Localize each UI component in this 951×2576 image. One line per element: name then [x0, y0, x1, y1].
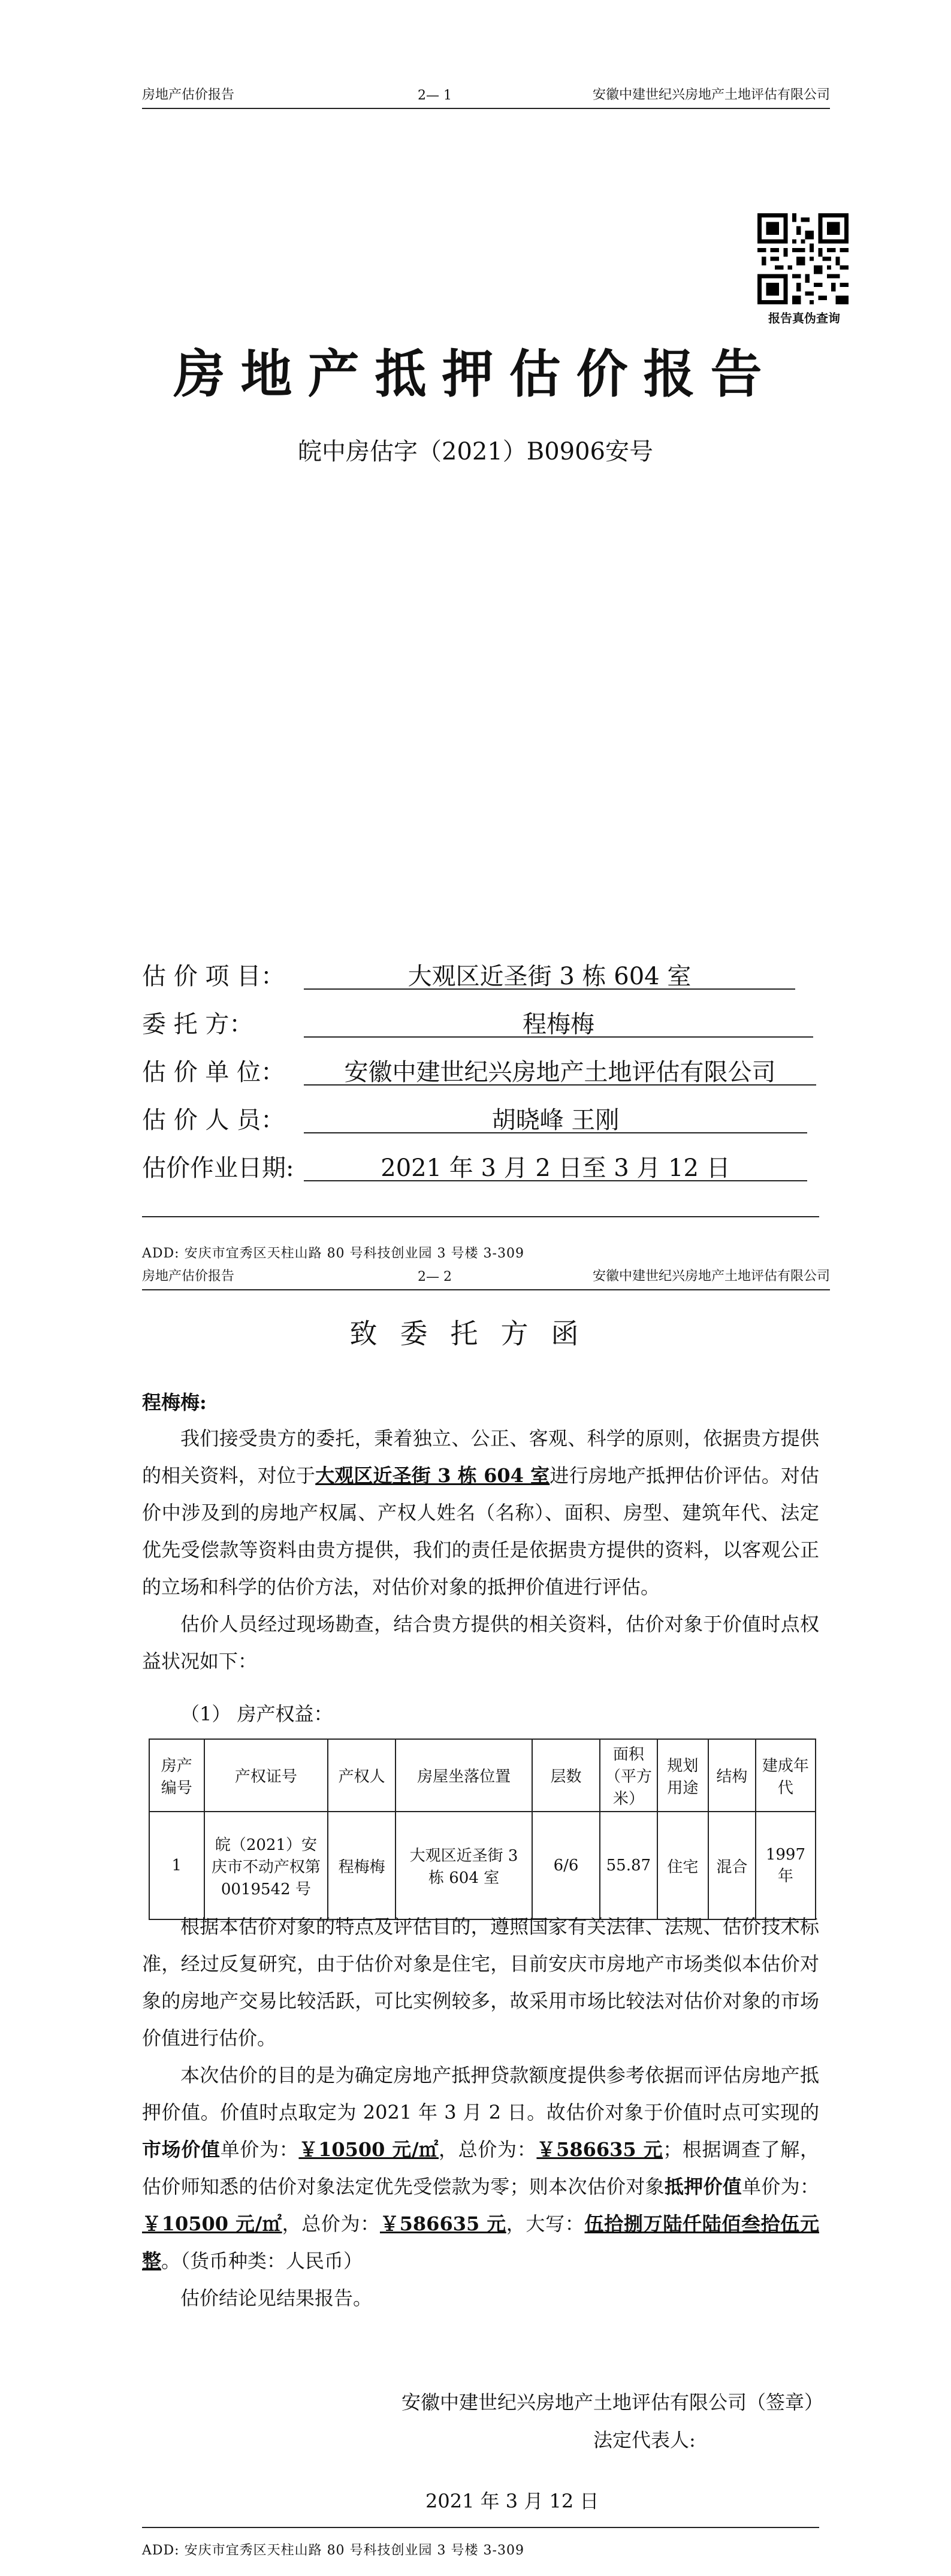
- paragraph-3: 根据本估价对象的特点及评估目的，遵照国家有关法律、法规、估价技术标准，经过反复研究，由于估价对象是住宅，目前安庆市房地产市场类似本估价对象的房地产交易比较活跃，可比实例较多，故采用市场比较法对估价对象的市场价值进行估价。: [142, 1915, 819, 2049]
- col-header: 建成年代: [756, 1739, 816, 1812]
- header-company: 安徽中建世纪兴房地产土地评估有限公司: [592, 87, 830, 102]
- field-appraisers-value: 胡晓峰 王刚: [304, 1101, 807, 1133]
- paragraph-4-text: ，大写：: [506, 2212, 585, 2235]
- header-company: 安徽中建世纪兴房地产土地评估有限公司: [592, 1269, 830, 1284]
- field-project-value: 大观区近圣街 3 栋 604 室: [304, 957, 795, 990]
- paragraph-4-text: ，总价为：: [282, 2212, 380, 2235]
- paragraph-4-text: 本次估价的目的是为确定房地产抵押贷款额度提供参考依据而评估房地产抵押价值。价值时点取定为 2021 年 3 月 2 日。故估价对象于价值时点可实现的: [142, 2064, 819, 2124]
- table-cell: 大观区近圣街 3 栋 604 室: [396, 1812, 532, 1919]
- signature-company: 安徽中建世纪兴房地产土地评估有限公司（签章）: [401, 2391, 824, 2414]
- field-client-value: 程梅梅: [304, 1005, 813, 1038]
- page1-separator: [142, 1216, 819, 1217]
- table-cell: 住宅: [657, 1812, 708, 1919]
- paragraph-5: 估价结论见结果报告。: [180, 2287, 373, 2309]
- field-appraisers-label: 估 价 人 员：: [142, 1106, 285, 1134]
- paragraph-4: [142, 2057, 819, 2279]
- page1-header: [142, 80, 830, 109]
- qr-caption: 报告真伪查询: [768, 311, 840, 325]
- report-title: 房地产抵押估价报告: [173, 344, 778, 404]
- signature-representative: 法定代表人:: [593, 2429, 696, 2451]
- field-project-label: 估 价 项 目：: [142, 963, 285, 990]
- salutation: 程梅梅:: [142, 1391, 207, 1414]
- field-dates-label: 估价作业日期:: [142, 1154, 294, 1182]
- table-cell: 程梅梅: [328, 1812, 396, 1919]
- page1-footer: ADD: 安庆市宜秀区天柱山路 80 号科技创业园 3 号楼 3-309: [142, 1246, 524, 1261]
- col-header: 产权证号: [204, 1739, 328, 1812]
- table-row: [149, 1812, 816, 1919]
- document-number: 皖中房估字（2021）B0906安号: [298, 438, 653, 465]
- paragraph-4-text: 单价为：: [742, 2175, 819, 2198]
- table-cell: 1: [149, 1812, 204, 1919]
- field-dates-value: 2021 年 3 月 2 日至 3 月 12 日: [304, 1149, 807, 1181]
- table-cell: 混合: [708, 1812, 756, 1919]
- table-header-row: [149, 1739, 816, 1812]
- col-header: 房产编号: [149, 1739, 204, 1812]
- paragraph-4-text: ，总价为：: [439, 2138, 537, 2161]
- page2-footer: ADD: 安庆市宜秀区天柱山路 80 号科技创业园 3 号楼 3-309: [142, 2527, 819, 2559]
- property-address: 大观区近圣街 3 栋 604 室: [315, 1464, 550, 1487]
- header-page-number: 2— 1: [418, 88, 452, 103]
- field-unit-value: 安徽中建世纪兴房地产土地评估有限公司: [304, 1053, 816, 1086]
- amount-in-words: 伍拾捌万陆仟陆佰叁拾伍元整: [142, 2212, 819, 2272]
- letter-body-2: [142, 1908, 819, 2317]
- header-left: 房地产估价报告: [142, 1269, 235, 1284]
- qr-code-icon[interactable]: [757, 213, 849, 304]
- letter-title: 致委托方函: [349, 1317, 602, 1350]
- header-left: 房地产估价报告: [142, 87, 235, 102]
- table-caption: [142, 1695, 819, 1733]
- letter-body-1: [142, 1420, 819, 1680]
- mortgage-unit-price: ￥10500 元/㎡: [142, 2212, 282, 2235]
- signature-date: 2021 年 3 月 12 日: [425, 2490, 599, 2512]
- field-client-label: 委 托 方：: [142, 1011, 253, 1038]
- property-rights-table: [149, 1739, 816, 1920]
- table-cell: 6/6: [532, 1812, 600, 1919]
- header-page-number: 2— 2: [418, 1269, 452, 1284]
- paragraph-2: 估价人员经过现场勘查，结合贵方提供的相关资料，估价对象于价值时点权益状况如下：: [142, 1613, 819, 1673]
- col-header: 结构: [708, 1739, 756, 1812]
- col-header: 产权人: [328, 1739, 396, 1812]
- paragraph-4-text: 。（货币种类：人民币）: [161, 2250, 363, 2272]
- paragraph-1-text-b: 进行房地产抵押估价评估。对估价中涉及到的房地产权属、产权人姓名（名称）、面积、房型、建筑年代、法定优先受偿款等资料由贵方提供，我们的责任是依据贵方提供的资料，以客观公正的立场和科学的估价方法，对估价对象的抵押价值进行评估。: [142, 1464, 819, 1598]
- paragraph-1-text-a: 我们接受贵方的委托，秉着独立、公正、客观、科学的原则，依据贵方提供的相关资料，对位于: [142, 1427, 819, 1487]
- table-cell: 55.87: [600, 1812, 657, 1919]
- table-caption-text: （1） 房产权益：: [180, 1703, 333, 1725]
- paragraph-1: [142, 1420, 819, 1606]
- field-unit-label: 估 价 单 位：: [142, 1059, 285, 1086]
- paragraph-4-text: 单价为：: [220, 2138, 299, 2161]
- col-header: 层数: [532, 1739, 600, 1812]
- paragraph-4-text: ；根据调查了解，估价师知悉的估价对象法定优先受偿款为零；则本次估价对象: [142, 2138, 819, 2198]
- table-cell: 皖（2021）安庆市不动产权第 0019542 号: [204, 1812, 328, 1919]
- market-value-label: 市场价值: [142, 2138, 221, 2161]
- page2-header: [142, 1262, 830, 1290]
- mortgage-total-price: ￥586635 元: [379, 2212, 506, 2235]
- market-total-price: ￥586635 元: [536, 2138, 663, 2161]
- table-cell: 1997 年: [756, 1812, 816, 1919]
- mortgage-value-label: 抵押价值: [664, 2175, 742, 2198]
- col-header: 规划用途: [657, 1739, 708, 1812]
- col-header: 面积（平方米）: [600, 1739, 657, 1812]
- col-header: 房屋坐落位置: [396, 1739, 532, 1812]
- market-unit-price: ￥10500 元/㎡: [298, 2138, 439, 2161]
